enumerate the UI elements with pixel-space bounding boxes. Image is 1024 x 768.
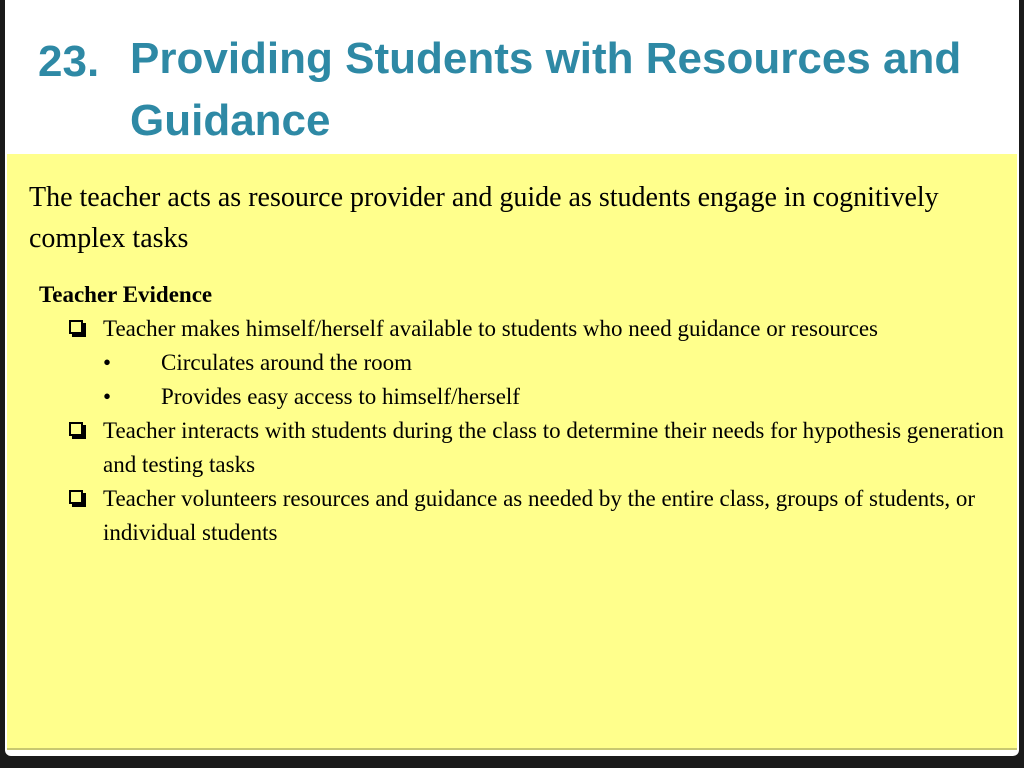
content-box — [7, 154, 1017, 750]
sub-item-text: Circulates around the room — [161, 350, 413, 375]
checkbox-bullet-icon — [69, 490, 83, 504]
dot-bullet-icon: • — [103, 350, 112, 375]
dot-bullet-icon: • — [103, 384, 112, 409]
sub-item — [103, 380, 1012, 414]
evidence-item — [67, 312, 1012, 414]
evidence-item — [67, 414, 1012, 482]
evidence-heading: Teacher Evidence — [39, 282, 213, 307]
evidence-item-text: Teacher interacts with students during the class to determine their needs for hypothesis generation and testing tasks — [103, 418, 1004, 477]
title-number: 23. — [38, 37, 100, 86]
intro-text: The teacher acts as resource provider and guide as students engage in cognitively complex tasks — [29, 182, 939, 254]
evidence-item — [67, 482, 1012, 550]
sub-list — [103, 346, 1012, 414]
evidence-list — [67, 312, 1012, 550]
evidence-item-text: Teacher makes himself/herself available to students who need guidance or resources — [103, 316, 878, 341]
slide — [5, 0, 1019, 756]
checkbox-bullet-icon — [69, 422, 83, 436]
evidence-item-text: Teacher volunteers resources and guidance as needed by the entire class, groups of students, or individual students — [103, 486, 976, 545]
title-area — [5, 0, 1019, 152]
checkbox-bullet-icon — [69, 320, 83, 334]
sub-item — [103, 346, 1012, 380]
sub-item-text: Provides easy access to himself/herself — [161, 384, 520, 409]
slide-title: Providing Students with Resources and Guidance — [130, 34, 962, 145]
